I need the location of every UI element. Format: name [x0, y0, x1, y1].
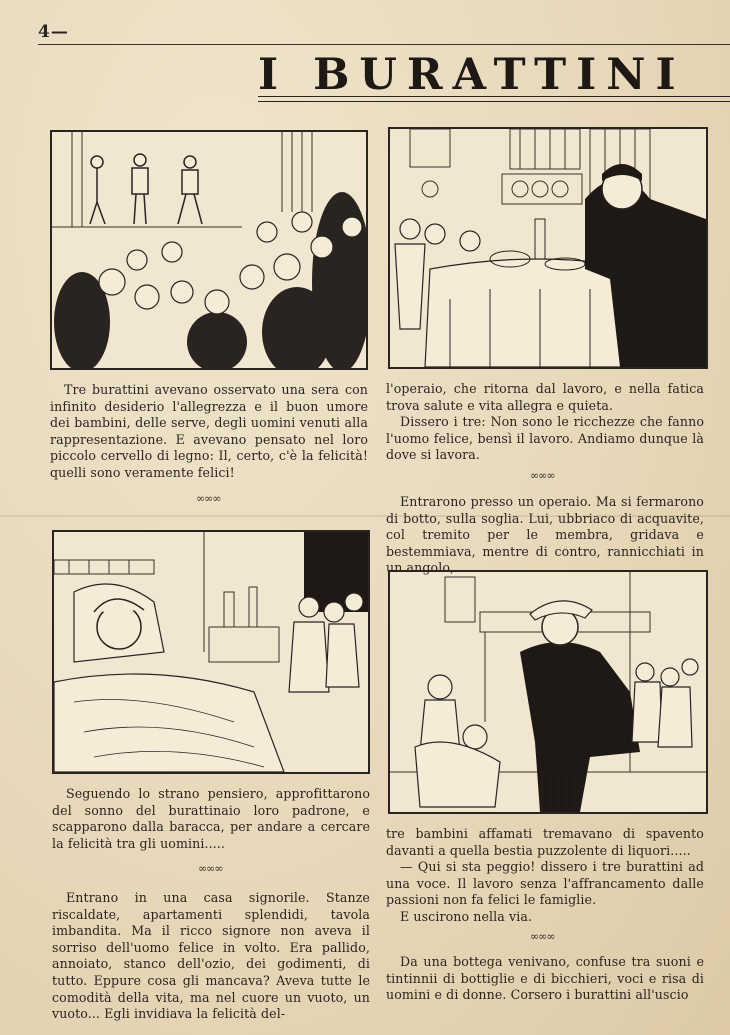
right-text-block-3	[386, 826, 704, 926]
right-text-block-4	[386, 954, 704, 1004]
paragraph: Dissero i tre: Non sono le ricchezze che fanno l'uomo felice, bensì il lavoro. Andiamo dunque là dove si lavora.	[386, 414, 704, 463]
right-text-block-2	[386, 494, 704, 577]
paragraph: — Qui si sta peggio! dissero i tre burattini ad una voce. Il lavoro senza l'affrancamento dalle passioni non fa felici le famiglie.	[386, 859, 704, 908]
sleeping-puppeteer-illustration	[52, 530, 370, 774]
puppet-theatre-illustration	[50, 130, 368, 370]
title-rule-bottom	[258, 101, 730, 102]
paragraph: tre bambini affamati tremavano di spavento davanti a quella bestia puzzolente di liquori.....	[386, 826, 704, 858]
paragraph: Da una bottega venivano, confuse tra suoni e tintinnii di bottiglie e di bicchieri, voci e risa di uomini e di donne. Corsero i burattini all'uscio	[386, 954, 704, 1003]
drunk-worker-illustration	[388, 570, 708, 814]
ornament-divider: ∞∞∞	[198, 862, 223, 875]
paragraph: Entrarono presso un operaio. Ma si fermarono di botto, sulla soglia. Lui, ubbriaco di acquavite, col tremito per le membra, gridava e bestemmiava, mentre di contro, rannicchiati in un angolo,	[386, 494, 704, 576]
ornament-divider: ∞∞∞	[196, 492, 221, 505]
dining-gentleman-illustration	[388, 127, 708, 369]
ornament-divider: ∞∞∞	[530, 930, 555, 943]
left-text-block-3	[52, 890, 370, 1023]
header-rule	[38, 44, 730, 45]
page-number: 4—	[38, 22, 69, 42]
left-text-block-2	[52, 786, 370, 852]
paragraph: Entrano in una casa signorile. Stanze riscaldate, apartamenti splendidi, tavola imbandita. Ma il ricco signore non aveva il sorriso dell'uomo felice in volto. Era pallido, annoiato, stanco dell'ozio, dei godimenti, di tutto. Eppure cosa gli mancava? Aveva tutte le comodità della vita, ma nel cuore un vuoto, un vuoto... Egli invidiava la felicità del-	[52, 890, 370, 1022]
right-text-block-1	[386, 381, 704, 464]
paragraph: Seguendo lo strano pensiero, approfittarono del sonno del burattinaio loro padrone, e scapparono dalla baracca, per andare a cercare la felicità tra gli uomini.....	[52, 786, 370, 851]
ornament-divider: ∞∞∞	[530, 469, 555, 482]
page-title: I BURATTINI	[258, 50, 686, 100]
paragraph: E uscirono nella via.	[400, 908, 533, 924]
title-rule-top	[258, 96, 730, 97]
left-text-block-1	[50, 382, 368, 482]
paragraph: l'operaio, che ritorna dal lavoro, e nella fatica trova salute e vita allegra e quieta.	[386, 381, 704, 413]
paragraph: Tre burattini avevano osservato una sera con infinito desiderio l'allegrezza e il buon umore dei bambini, delle serve, degli uomini venuti alla rappresentazione. E avevano pensato nel loro piccolo cervello di legno: Il, certo, c'è la felicità! quelli sono veramente felici!	[50, 382, 368, 480]
